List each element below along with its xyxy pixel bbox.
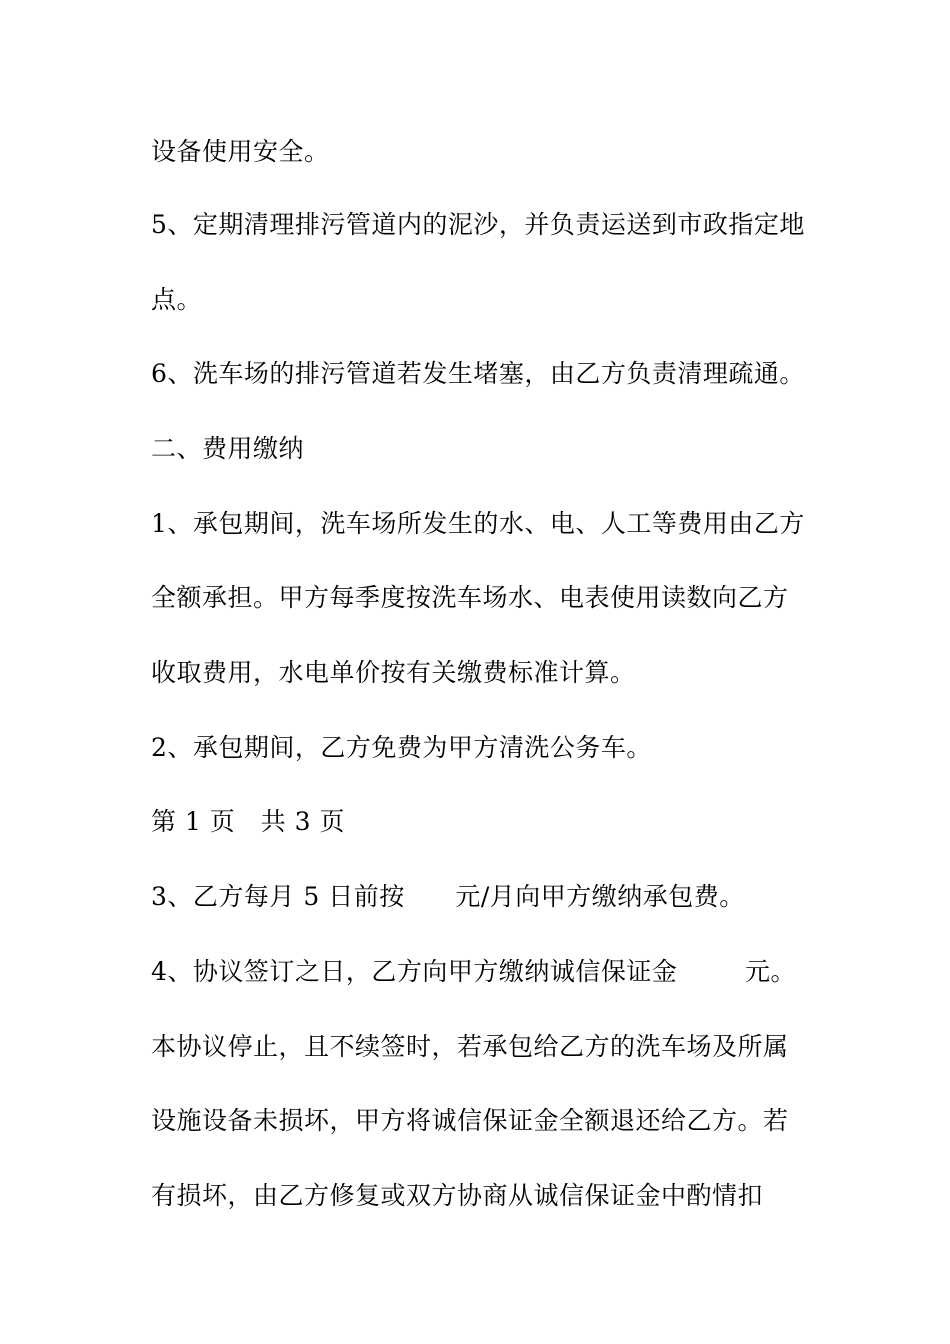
text-line: 设备使用安全。	[151, 137, 330, 166]
text-line: 6、洗车场的排污管道若发生堵塞，由乙方负责清理疏通。	[151, 359, 805, 388]
section-heading: 二、费用缴纳	[151, 434, 305, 463]
text-line: 5、定期清理排污管道内的泥沙，并负责运送到市政指定地	[151, 210, 805, 239]
text-line: 本协议停止，且不续签时，若承包给乙方的洗车场及所属	[151, 1032, 789, 1061]
text-line: 收取费用，水电单价按有关缴费标准计算。	[151, 658, 636, 687]
text-line: 2、承包期间，乙方免费为甲方清洗公务车。	[151, 733, 652, 762]
text-line: 全额承担。甲方每季度按洗车场水、电表使用读数向乙方	[151, 583, 789, 612]
text-line: 有损坏，由乙方修复或双方协商从诚信保证金中酌情扣	[151, 1181, 764, 1210]
text-line: 1、承包期间，洗车场所发生的水、电、人工等费用由乙方	[151, 509, 805, 538]
text-line: 点。	[151, 285, 203, 314]
text-line: 3、乙方每月 5 日前按 元/月向甲方缴纳承包费。	[151, 882, 745, 911]
page-number-footer: 第 1 页 共 3 页	[151, 807, 345, 836]
text-line: 设施设备未损坏，甲方将诚信保证金全额退还给乙方。若	[151, 1106, 789, 1135]
text-line: 4、协议签订之日，乙方向甲方缴纳诚信保证金 元。	[151, 957, 796, 986]
